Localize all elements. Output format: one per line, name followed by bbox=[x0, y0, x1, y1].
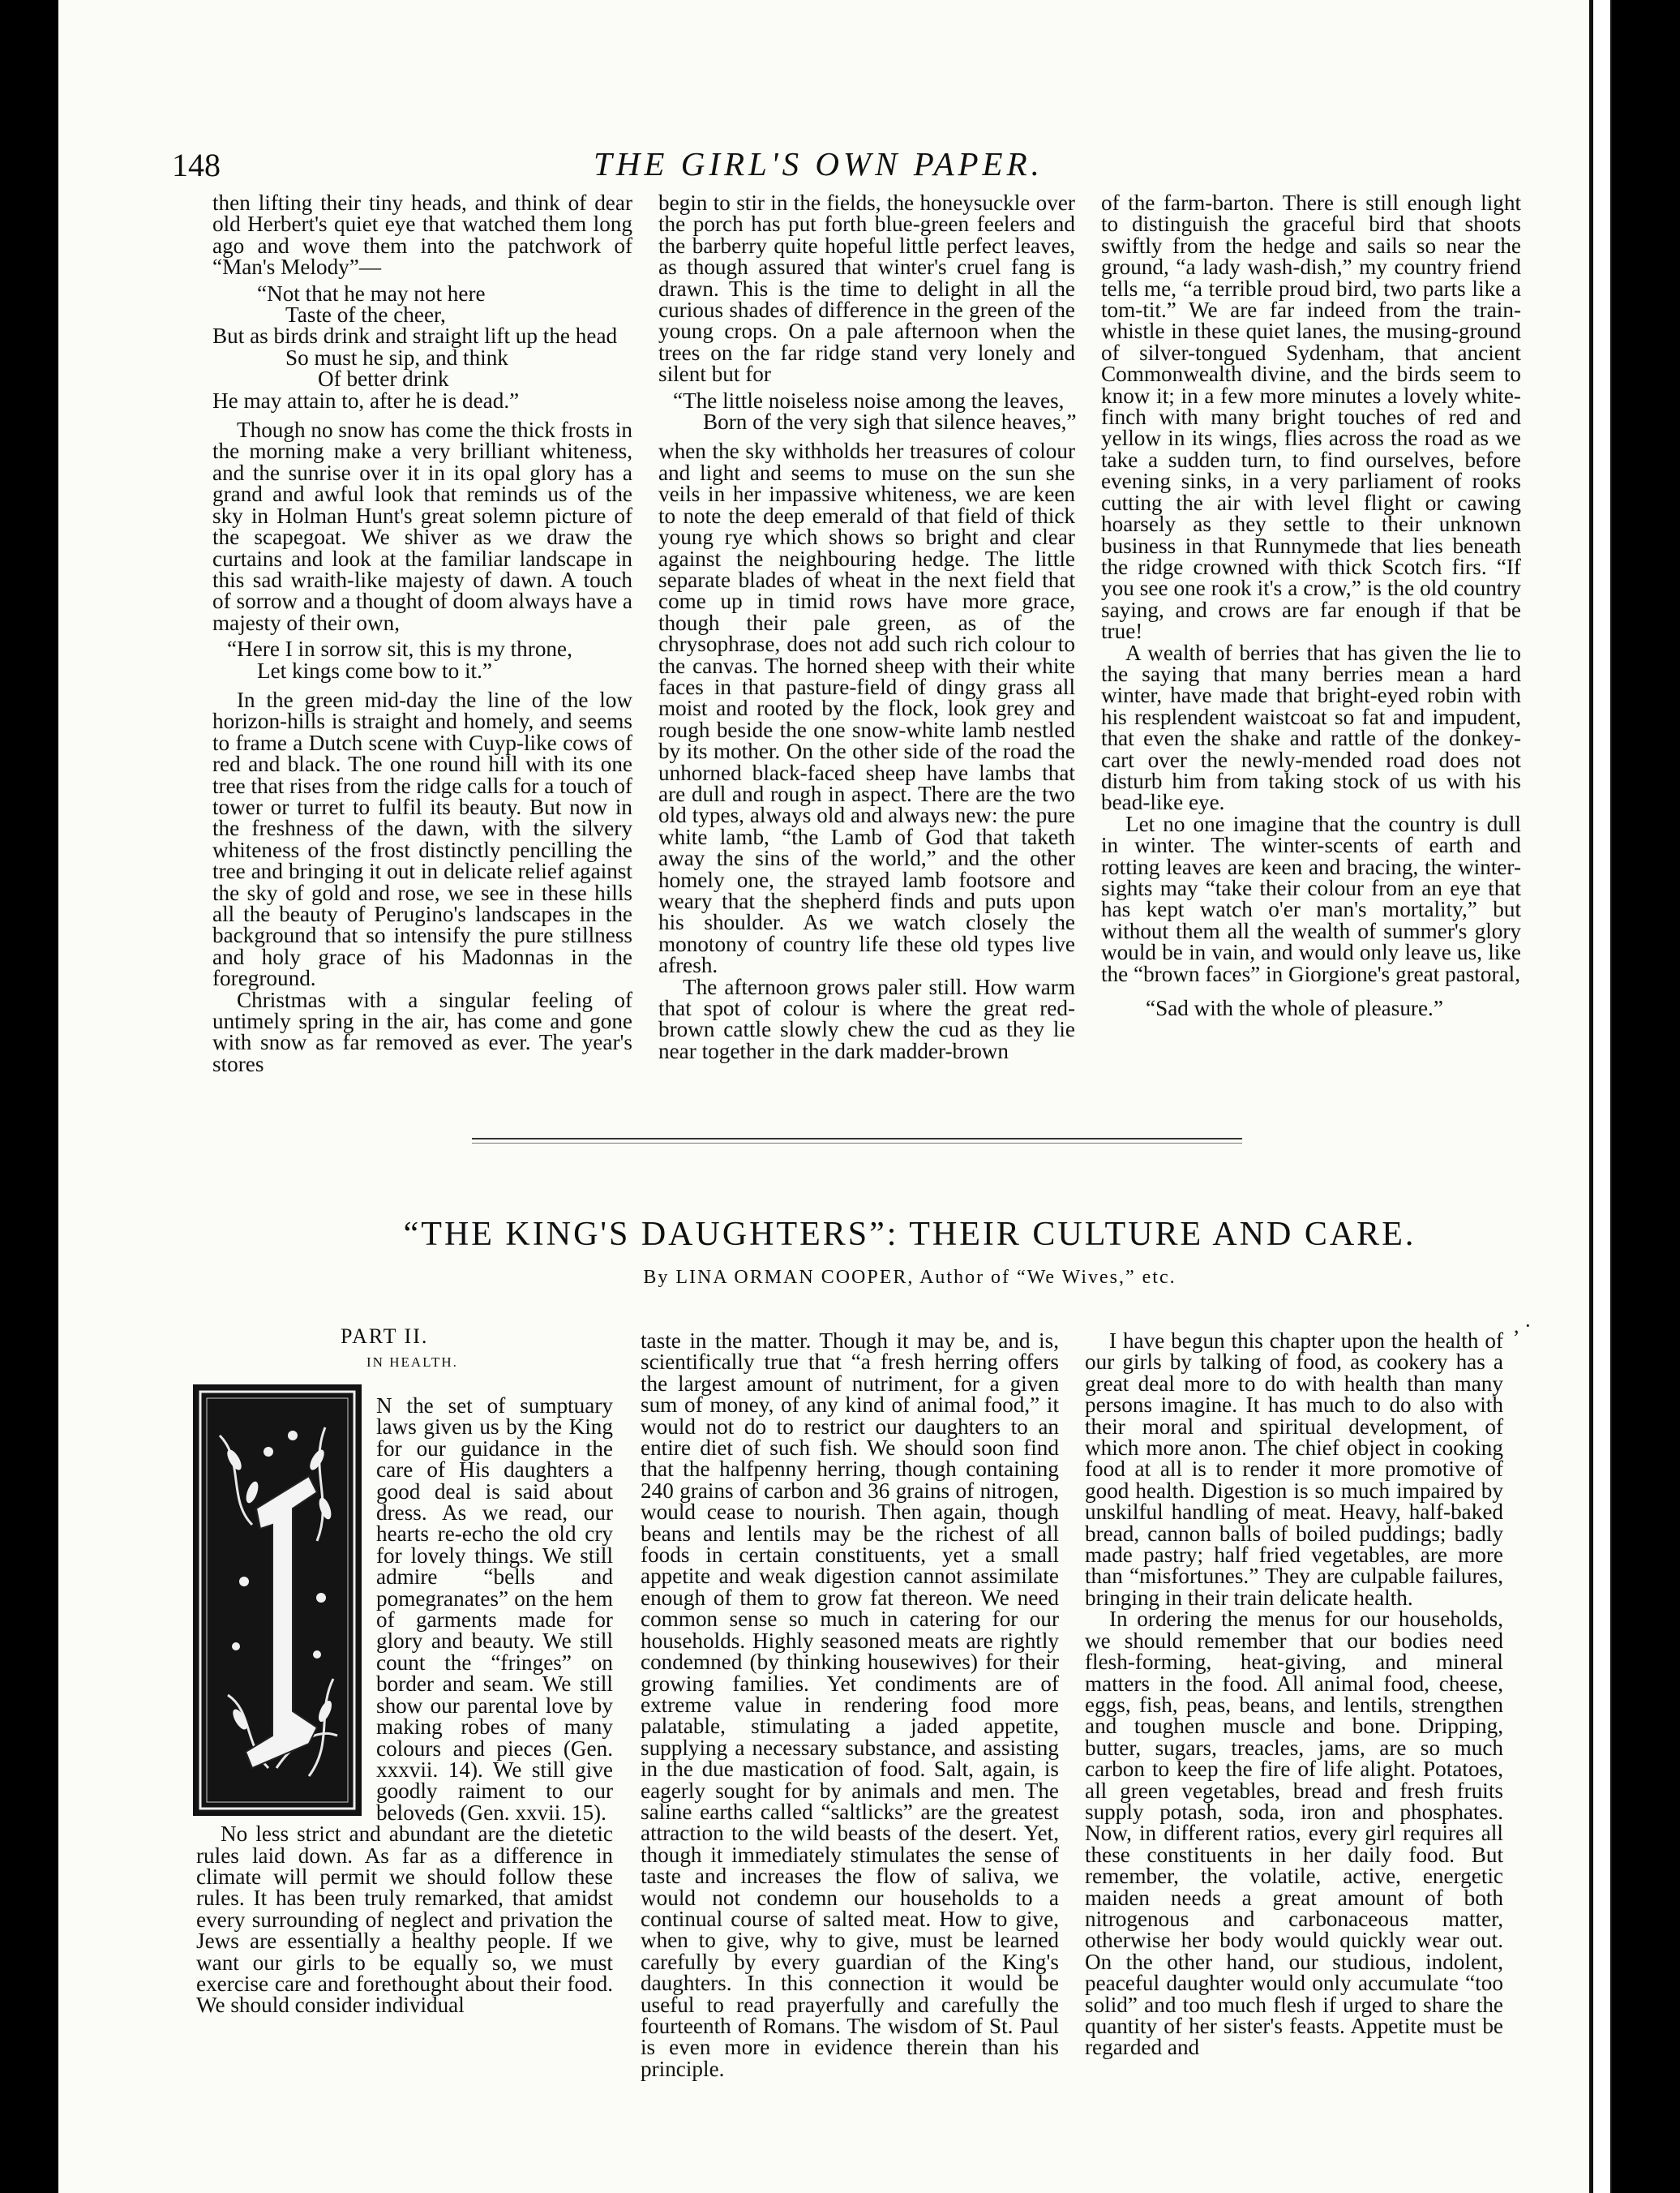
verse-quote bbox=[212, 283, 632, 411]
verse-line: “Here I in sorrow sit, this is my throne, bbox=[227, 637, 572, 662]
paragraph: of the farm-barton. There is still enough light to distinguish the graceful bird that shoots swiftly from the hedge and sails so near the ground, “a lady wash-dish,” my country friend tells me, “a terrible proud bird, two parts like a tom-tit.” We are far indeed from the train-whistle in these quiet lanes, the musing-ground of silver-tongued Sydenham, that ancient Commonwealth divine, and the birds seem to know it; in a few more minutes a lovely white-finch with many bright touches of red and yellow in its wings, flies across the road as we take a sudden turn, to find ourselves, before evening sinks, in a very parliament of rooks cutting the air with level flight or cawing hoarsely as they settle to their unknown business in that Runnymede that lies beneath the ridge crowned with thick Scotch firs. “If you see one rook it's a crow,” is the old country saying, and crows are far enough if that be true! bbox=[1101, 191, 1521, 644]
verse-line: He may attain to, after he is dead.” bbox=[212, 388, 520, 413]
paragraph: then lifting their tiny heads, and think of dear old Herbert's quiet eye that watched them long ago and wove them into the patchwork of “Man's Melody”— bbox=[212, 191, 632, 280]
article-column-2 bbox=[641, 1330, 1059, 2079]
verse-quote bbox=[1101, 998, 1521, 1019]
section-divider bbox=[472, 1138, 1242, 1139]
paragraph: Let no one imagine that the country is dull in winter. The winter-scents of earth and rotting leaves are keen and bracing, the winter-sights may “take their colour from an eye that has kept watch o'er man's mortality,” but without them all the wealth of summer's glory would be in vain, and would only leave us, like the “brown faces” in Giorgione's great pastoral, bbox=[1101, 811, 1521, 986]
verse-line: Of better drink bbox=[318, 367, 449, 392]
verse-line: “The little noiseless noise among the leaves, bbox=[673, 388, 1065, 413]
paragraph: taste in the matter. Though it may be, and is, scientifically true that “a fresh herring offers the largest amount of nutriment, for a given sum of money, of any kind of animal food,” it would not do to restrict our daughters to an entire diet of such fish. We should soon find that the halfpenny herring, though containing 240 grains of carbon and 36 grains of nitrogen, would cease to nourish. Then again, though beans and lentils may be the richest of all foods in certain constituents, yet a small appetite and weak digestion cannot assimilate enough of them to grow fat thereon. We need common sense so much in catering for our households. Highly seasoned meats are rightly condemned (by thinking housewives) for their growing families. Yet condiments are of extreme value in rendering food more palatable, stimulating a jaded appetite, supplying a necessary substance, and assisting in the due mastication of food. Salt, again, is eagerly sought for by animals and men. The saline earths called “saltlicks” are the greatest attraction to the wild beasts of the desert. Yet, though it immediately stimulates the sense of taste and increases the flow of saliva, we would not condemn our households to a continual course of salted meat. How to give, when to give, why to give, must be learned carefully by every guardian of the King's daughters. In this connection it would be useful to read prayerfully and carefully the fourteenth of Romans. The wisdom of St. Paul is even more in evidence therein than his principle. bbox=[641, 1328, 1059, 2081]
paragraph: Christmas with a singular feeling of untimely spring in the air, has come and gone with snow as far removed as ever. The year's stores bbox=[212, 987, 632, 1076]
verse-line: Let kings come bow to it.” bbox=[257, 658, 492, 683]
page-spine bbox=[1589, 0, 1612, 2193]
initial-spacer bbox=[196, 1395, 376, 1817]
paragraph: begin to stir in the fields, the honeysuckle over the porch has put forth blue-green feelers and the barberry quite hopeful little perfect leaves, as though assured that winter's cruel fang is drawn. This is the time to delight in all the curious shades of difference in the green of the young crops. On a pale afternoon when the trees on the far ridge stand very lonely and silent but for bbox=[658, 191, 1075, 387]
verse-quote bbox=[658, 390, 1075, 433]
stray-mark: , · bbox=[1514, 1314, 1532, 1337]
paragraph: N the set of sumptuary laws given us by the King for our guidance in the care of His daughters a good deal is said about dress. As we read, our hearts re-echo the old cry for lovely things. We still admire “bells and pomegranates” on the hem of garments made for glory and beauty. We still count the “fringes” on border and seam. We still show our parental love by making robes of many colours and pieces (Gen. xxxvii. 14). We still give goodly raiment to our beloveds (Gen. xxvii. 15). bbox=[376, 1393, 613, 1825]
verse-line: Taste of the cheer, bbox=[285, 303, 446, 328]
paragraph: Though no snow has come the thick frosts in the morning make a very brilliant whiteness, and the sunrise over it in its opal glory has a grand and awful look that reminds us of the sky in Holman Hunt's great solemn picture of the scapegoat. We shiver as we draw the curtains and look at the familiar landscape in this sad wraith-like majesty of dawn. A touch of sorrow and a thought of doom always have a majesty of their own, bbox=[212, 418, 632, 635]
verse-line: “Sad with the whole of pleasure.” bbox=[1146, 996, 1443, 1021]
page-number: 148 bbox=[172, 147, 221, 183]
paragraph: I have begun this chapter upon the health of our girls by talking of food, as cookery has a great deal more to do with health than many persons imagine. It has much to do also with their moral and spiritual development, of which more anon. The chief object in cooking food at all is to render it more promotive of good health. Digestion is so much impaired by unskilful handling of meat. Heavy, half-baked bread, cannon balls of boiled puddings; badly made pastry; half fried vegetables, are more than “misfortunes.” They are culpable failures, bringing in their train delicate health. bbox=[1085, 1328, 1503, 1610]
verse-line: Born of the very sigh that silence heaves,” bbox=[703, 410, 1077, 435]
paragraph: A wealth of berries that has given the lie to the saying that many berries mean a hard winter, have made that bright-eyed robin with his resplendent waistcoat so fat and impudent, that even the shake and rattle of the donkey-cart over the newly-mended road does not disturb him from taking stock of us with his bead-like eye. bbox=[1101, 640, 1521, 815]
running-title: THE GIRL'S OWN PAPER. bbox=[594, 145, 1044, 182]
essay-column-3 bbox=[1101, 192, 1521, 1027]
paragraph: No less strict and abundant are the dietetic rules laid down. As far as a difference in climate will permit we should follow these rules. It has been truly remarked, that amidst every surrounding of neglect and privation the Jews are essentially a healthy people. If we want our girls to be equally so, we must exercise care and forethought about their food. We should consider individual bbox=[196, 1822, 613, 2018]
paragraph: In ordering the menus for our households, we should remember that our bodies need flesh-forming, heat-giving, and mineral matters in the food. All animal food, cheese, eggs, fish, peas, beans, and lentils, strengthen and toughen muscle and bone. Dripping, butter, sugars, treacles, jams, are so much carbon to keep the fire of life alight. Potatoes, all green vegetables, bread and fresh fruits supply potash, soda, iron and phosphates. Now, in different ratios, every girl requires all these constituents in her daily food. But remember, the volatile, active, energetic maiden needs a great amount of both nitrogenous and carbonaceous matter, otherwise her body would quickly wear out. On the other hand, our studious, indolent, peaceful daughter would only accumulate “too solid” and too much flesh if urged to share the quantity of her sister's feasts. Appetite must be regarded and bbox=[1085, 1607, 1503, 2060]
section-divider-thin bbox=[472, 1143, 1242, 1144]
essay-column-1 bbox=[212, 192, 632, 1075]
article-column-3 bbox=[1085, 1330, 1503, 2058]
verse-line: “Not that he may not here bbox=[257, 281, 486, 306]
verse-quote bbox=[212, 638, 632, 681]
paragraph: In the green mid-day the line of the low horizon-hills is straight and homely, and seems to frame a Dutch scene with Cuyp-like cows of red and black. The one round hill with its one tree that rises from the ridge calls for a touch of tower or turret to fulfil its beauty. But now in the freshness of the dawn, with the silvery whiteness of the frost distinctly pencilling the tree and bringing it out in delicate relief against the sky of gold and rose, we see in these hills all the beauty of Perugino's landscapes in the background that so intensify the pure stillness and holy grace of his Madonnas in the foreground. bbox=[212, 687, 632, 991]
part-heading: PART II. bbox=[341, 1324, 429, 1348]
article-column-1 bbox=[196, 1395, 613, 2016]
magazine-page bbox=[58, 0, 1612, 2193]
essay-column-2 bbox=[658, 192, 1075, 1062]
paragraph: when the sky withholds her treasures of colour and light and seems to muse on the sun she veils in her impassive whiteness, we are keen to note the deep emerald of that field of thick young rye which shows so bright and clear against the neighbouring hedge. The little separate blades of wheat in the next field that come up in timid rows have more grace, though their pale green, as of the chrysophrase, does not add such rich colour to the canvas. The horned sheep with their white faces in that pasture-field of dingy grass all moist and rooted by the flock, look grey and rough beside the one snow-white lamb nestled by its mother. On the other side of the road the unhorned black-faced sheep have lambs that are dull and rough in aspect. There are the two old types, always old and always new: the pure white lamb, “the Lamb of God that taketh away the sins of the world,” and the other homely one, the strayed lamb footsore and weary that the shepherd finds and puts upon his shoulder. As we watch closely the monotony of country life these old types live afresh. bbox=[658, 439, 1075, 978]
verse-line: But as birds drink and straight lift up the head bbox=[212, 324, 618, 349]
subheading: IN HEALTH. bbox=[366, 1354, 458, 1370]
verse-line: So must he sip, and think bbox=[285, 345, 508, 370]
paragraph: The afternoon grows paler still. How warm that spot of colour is where the great red-brown cattle slowly chew the cud as they lie near together in the dark madder-brown bbox=[658, 974, 1075, 1063]
article-byline: By LINA ORMAN COOPER, Author of “We Wives,” etc. bbox=[643, 1267, 1176, 1288]
article-title: “THE KING'S DAUGHTERS”: THEIR CULTURE AND CARE. bbox=[403, 1216, 1416, 1253]
